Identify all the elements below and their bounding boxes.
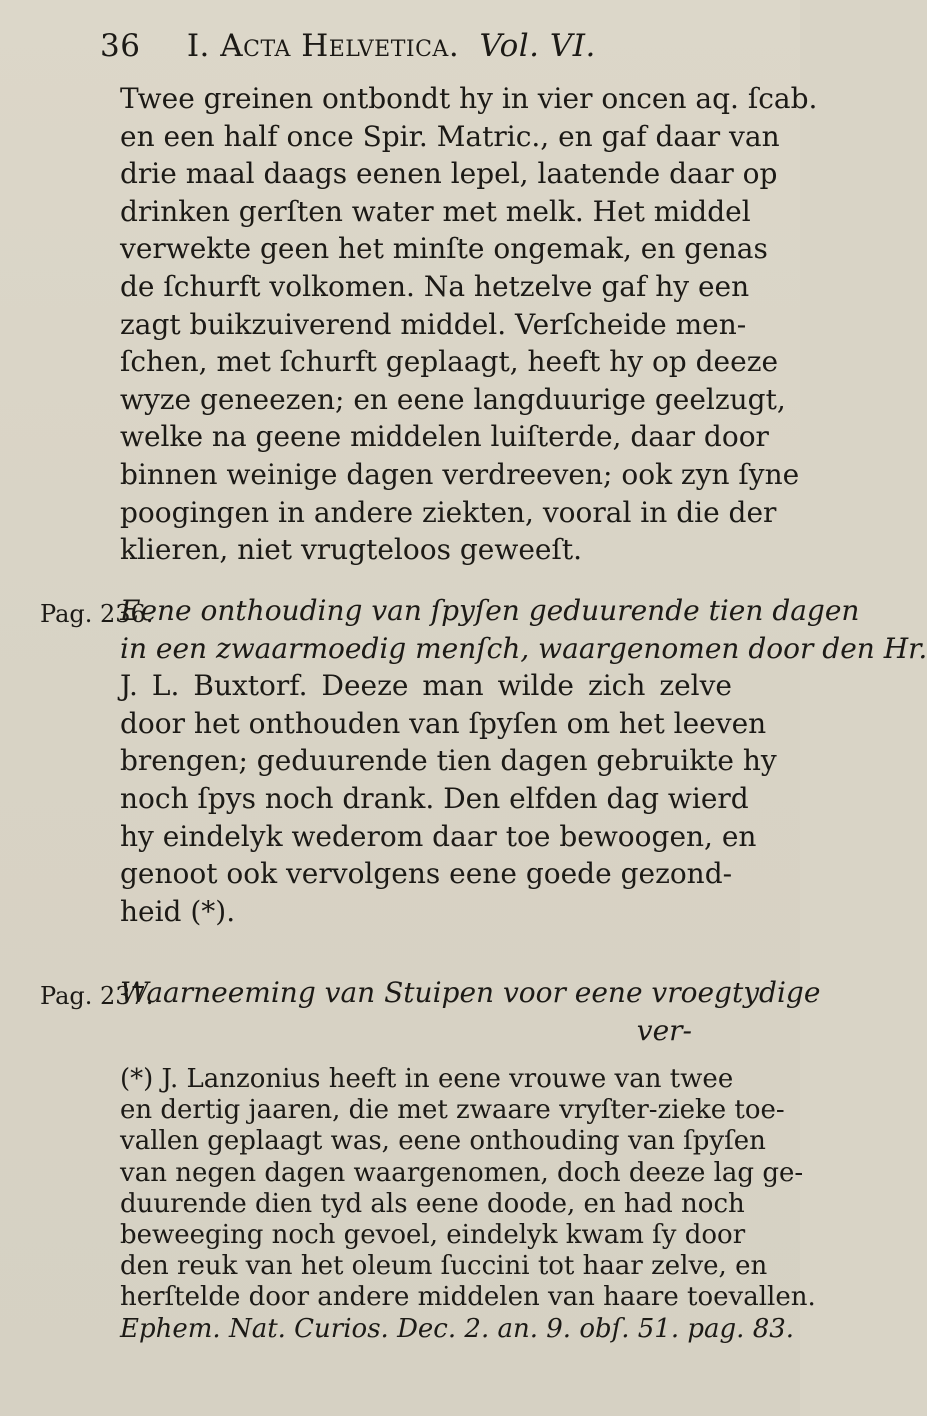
paragraph-1: [120, 80, 818, 569]
text-line: J. L. Buxtorf. Deeze man wilde zich zelve: [120, 669, 732, 703]
text-line: ſchen, met ſchurft geplaagt, heeft hy op deeze: [120, 345, 779, 379]
margin-page-reference: Pag. 237.: [40, 982, 154, 1010]
text-line: heid (*).: [120, 894, 236, 928]
section-title-line: ver-: [636, 1013, 692, 1047]
footnote-line: herſtelde door andere middelen van haare toevallen.: [120, 1282, 816, 1313]
text-line: de ſchurft volkomen. Na hetzelve gaf hy een: [120, 269, 750, 303]
text-line: klieren, niet vrugteloos geweeſt.: [120, 533, 582, 567]
footnote-line: van negen dagen waargenomen, doch deeze lag ge-: [120, 1157, 804, 1188]
section-title-line: Waarneeming van Stuipen voor eene vroegtydige: [120, 976, 821, 1009]
footnote-line: duurende dien tyd als eene doode, en had noch: [120, 1188, 745, 1219]
text-line: poogingen in andere ziekten, vooral in die der: [120, 495, 777, 529]
footnote-line: den reuk van het oleum ſuccini tot haar zelve, en: [120, 1251, 768, 1282]
text-line: door het onthouden van ſpyſen om het leeven: [120, 706, 767, 740]
text-line: wyze geneezen; en eene langduurige geelzugt,: [120, 382, 786, 416]
footnote-citation: Ephem. Nat. Curios. Dec. 2. an. 9. obſ. 51. pag. 83.: [120, 1313, 795, 1344]
text-line: Twee greinen ontbondt hy in vier oncen aq. ſcab.: [120, 82, 818, 115]
text-line: brengen; geduurende tien dagen gebruikte hy: [120, 744, 777, 778]
footnote-line: vallen geplaagt was, eene onthouding van ſpyſen: [120, 1126, 766, 1157]
footnote-line: en dertig jaaren, die met zwaare vryſter-zieke toe-: [120, 1095, 785, 1126]
page-number: 36: [100, 28, 141, 64]
text-line: verwekte geen het minſte ongemak, en genas: [120, 232, 768, 266]
footnote-line: beweeging noch gevoel, eindelyk kwam ſy door: [120, 1219, 746, 1250]
running-header: [100, 28, 700, 64]
text-line: hy eindelyk wederom daar toe bewoogen, en: [120, 819, 757, 853]
section-3: [120, 974, 821, 1049]
text-line: binnen weinige dagen verdreeven; ook zyn ſyne: [120, 457, 800, 491]
text-line: welke na geene middelen luiſterde, daar door: [120, 420, 769, 454]
text-line: drie maal daags eenen lepel, laatende daar op: [120, 157, 778, 191]
section-title-line: in een zwaarmoedig menſch, waargenomen door den Hr.: [120, 631, 927, 665]
text-line: drinken gerſten water met melk. Het middel: [120, 194, 751, 228]
text-line: genoot ook vervolgens eene goede gezond-: [120, 857, 733, 891]
section-title-line: Eene onthouding van ſpyſen geduurende tien dagen: [120, 594, 860, 627]
footnote: [120, 1064, 816, 1345]
volume-label: Vol. VI.: [479, 28, 596, 64]
margin-page-reference: Pag. 236.: [40, 600, 154, 628]
series-title: I. Acta Helvetica.: [186, 28, 460, 64]
section-2: [120, 592, 927, 930]
text-line: noch ſpys noch drank. Den elfden dag wierd: [120, 781, 749, 815]
footnote-line: (*) J. Lanzonius heeft in eene vrouwe van twee: [120, 1064, 734, 1094]
text-line: zagt buikzuiverend middel. Verſcheide men-: [120, 307, 747, 341]
text-line: en een half once Spir. Matric., en gaf daar van: [120, 119, 780, 153]
